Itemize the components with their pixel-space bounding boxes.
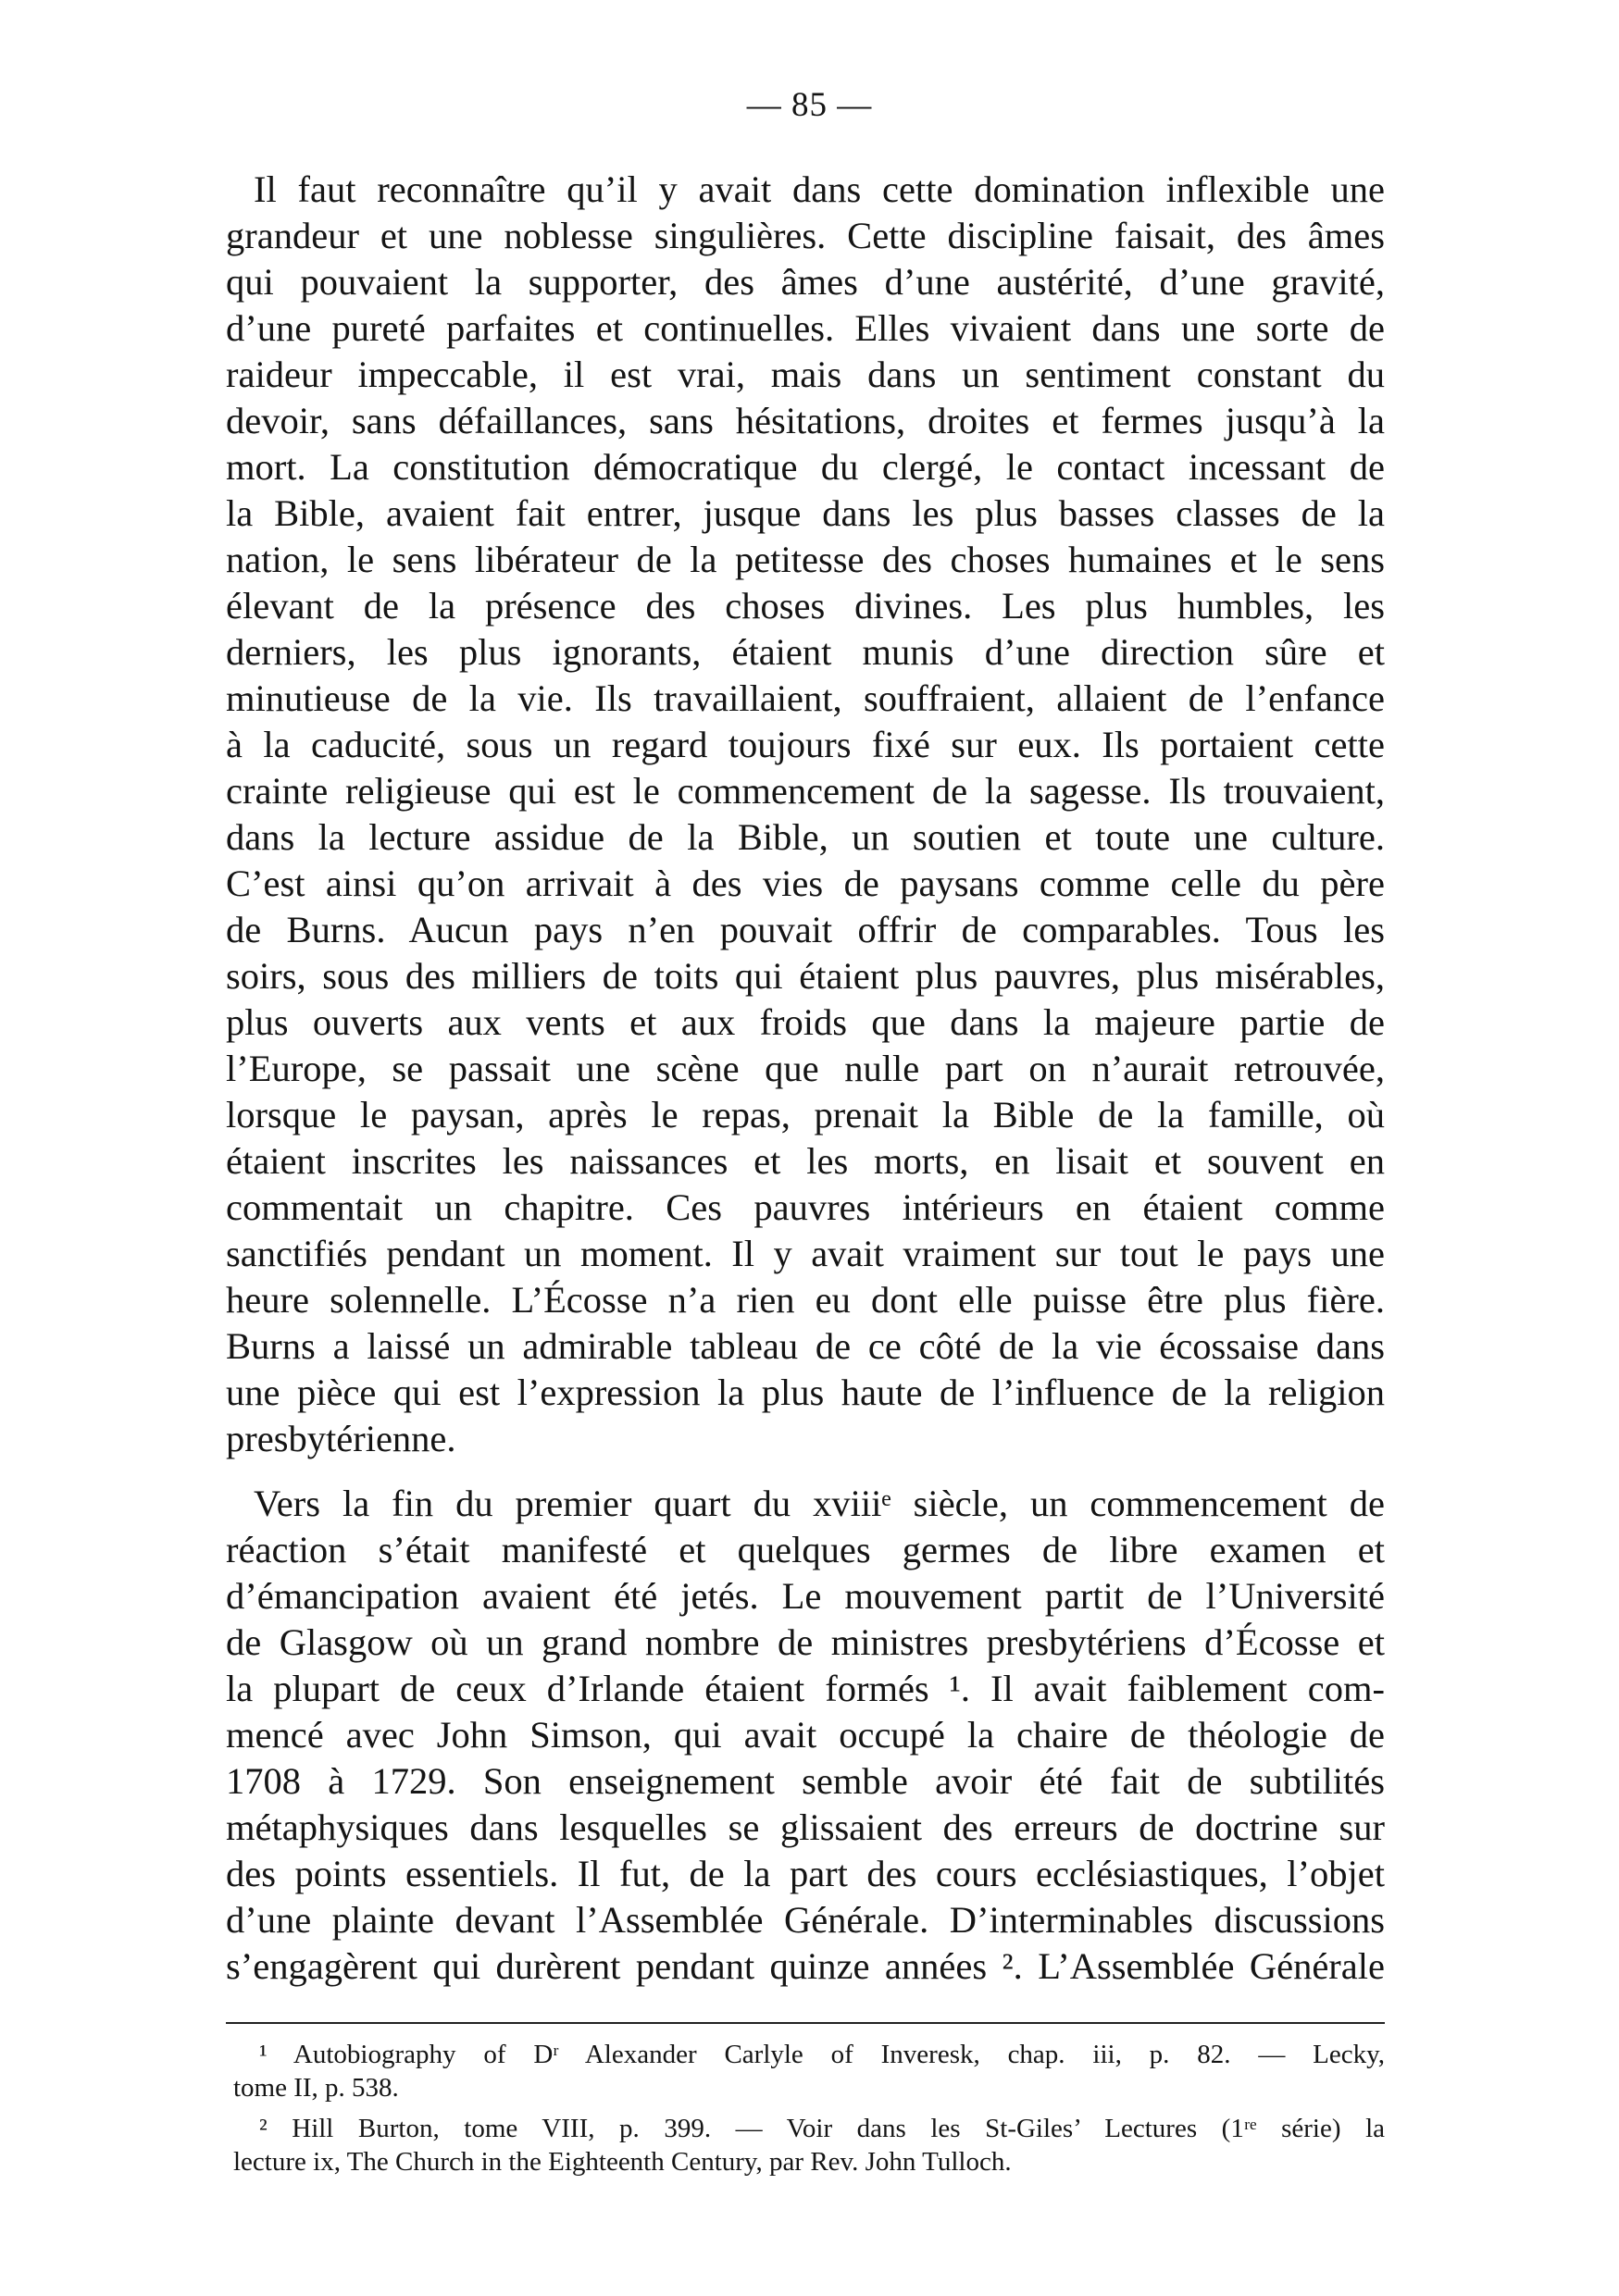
text-line: étaient inscrites les naissances et les morts, en lisait et souvent en bbox=[226, 1140, 1385, 1182]
text-line: heure solennelle. L’Écosse n’a rien eu dont elle puisse être plus fière. bbox=[226, 1279, 1385, 1321]
text-line: 1708 à 1729. Son enseignement semble avoir été fait de subtilités bbox=[226, 1760, 1385, 1802]
text-line: métaphysiques dans lesquelles se glissaient des erreurs de doctrine sur bbox=[226, 1806, 1385, 1848]
text-line: des points essentiels. Il fut, de la part des cours ecclésiastiques, l’objet bbox=[226, 1853, 1385, 1894]
text-line: la Bible, avaient fait entrer, jusque dans les plus basses classes de la bbox=[226, 492, 1385, 534]
footnote-line: ¹ Autobiography of Dʳ Alexander Carlyle of Inveresk, chap. iii, p. 82. — Lecky, bbox=[259, 2040, 1385, 2069]
text-line: Vers la fin du premier quart du xviiiᵉ siècle, un commencement de bbox=[254, 1483, 1385, 1524]
text-line: raideur impeccable, il est vrai, mais dans un sentiment constant du bbox=[226, 354, 1385, 395]
text-line: qui pouvaient la supporter, des âmes d’une austérité, d’une gravité, bbox=[226, 261, 1385, 303]
footnote-2 bbox=[233, 2112, 1385, 2178]
text-line: d’une plainte devant l’Assemblée Générale. D’interminables discussions bbox=[226, 1899, 1385, 1941]
text-line: l’Europe, se passait une scène que nulle part on n’aurait retrouvée, bbox=[226, 1048, 1385, 1089]
text-line: à la caducité, sous un regard toujours fixé sur eux. Ils portaient cette bbox=[226, 724, 1385, 765]
text-line: soirs, sous des milliers de toits qui étaient plus pauvres, plus misérables, bbox=[226, 955, 1385, 997]
text-line: mort. La constitution démocratique du clergé, le contact incessant de bbox=[226, 446, 1385, 488]
text-line: lorsque le paysan, après le repas, prenait la Bible de la famille, où bbox=[226, 1094, 1385, 1136]
text-line: dans la lecture assidue de la Bible, un soutien et toute une culture. bbox=[226, 816, 1385, 858]
text-line: la plupart de ceux d’Irlande étaient formés ¹. Il avait faiblement com- bbox=[226, 1668, 1385, 1709]
text-line: grandeur et une noblesse singulières. Cette discipline faisait, des âmes bbox=[226, 215, 1385, 256]
text-line: presbytérienne. bbox=[226, 1418, 456, 1459]
text-line: d’émancipation avaient été jetés. Le mouvement partit de l’Université bbox=[226, 1575, 1385, 1617]
footnotes bbox=[233, 2038, 1385, 2178]
footnote-line: ² Hill Burton, tome VIII, p. 399. — Voir dans les St-Giles’ Lectures (1ʳᵉ série) la bbox=[259, 2114, 1385, 2143]
text-line: élevant de la présence des choses divines. Les plus humbles, les bbox=[226, 585, 1385, 627]
text-line: derniers, les plus ignorants, étaient munis d’une direction sûre et bbox=[226, 631, 1385, 673]
text-line: nation, le sens libérateur de la petitesse des choses humaines et le sens bbox=[226, 539, 1385, 580]
footnote-line: tome II, p. 538. bbox=[233, 2073, 399, 2103]
text-line: s’engagèrent qui durèrent pendant quinze années ². L’Assemblée Générale bbox=[226, 1945, 1385, 1987]
text-line: commentait un chapitre. Ces pauvres intérieurs en étaient comme bbox=[226, 1186, 1385, 1228]
text-line: Burns a laissé un admirable tableau de ce côté de la vie écossaise dans bbox=[226, 1325, 1385, 1367]
text-line: C’est ainsi qu’on arrivait à des vies de paysans comme celle du père bbox=[226, 863, 1385, 904]
footnote-divider bbox=[226, 2022, 1385, 2024]
page-number: — 85 — bbox=[746, 86, 873, 124]
text-line: devoir, sans défaillances, sans hésitations, droites et fermes jusqu’à la bbox=[226, 400, 1385, 441]
text-line: d’une pureté parfaites et continuelles. Elles vivaient dans une sorte de bbox=[226, 307, 1385, 349]
text-line: de Burns. Aucun pays n’en pouvait offrir de comparables. Tous les bbox=[226, 909, 1385, 950]
footnote-1 bbox=[233, 2038, 1385, 2104]
text-line: plus ouverts aux vents et aux froids que dans la majeure partie de bbox=[226, 1001, 1385, 1043]
paragraph-1 bbox=[226, 167, 1385, 1462]
text-line: mencé avec John Simson, qui avait occupé la chaire de théologie de bbox=[226, 1714, 1385, 1756]
paragraph-2 bbox=[226, 1481, 1385, 1990]
text-line: une pièce qui est l’expression la plus haute de l’influence de la religion bbox=[226, 1371, 1385, 1413]
footnote-line: lecture ix, The Church in the Eighteenth Century, par Rev. John Tulloch. bbox=[233, 2147, 1012, 2177]
text-line: réaction s’était manifesté et quelques germes de libre examen et bbox=[226, 1529, 1385, 1570]
text-line: Il faut reconnaître qu’il y avait dans cette domination inflexible une bbox=[254, 168, 1385, 210]
text-line: sanctifiés pendant un moment. Il y avait vraiment sur tout le pays une bbox=[226, 1233, 1385, 1274]
text-line: de Glasgow où un grand nombre de ministres presbytériens d’Écosse et bbox=[226, 1621, 1385, 1663]
text-line: minutieuse de la vie. Ils travaillaient, souffraient, allaient de l’enfance bbox=[226, 677, 1385, 719]
text-line: crainte religieuse qui est le commencement de la sagesse. Ils trouvaient, bbox=[226, 770, 1385, 812]
